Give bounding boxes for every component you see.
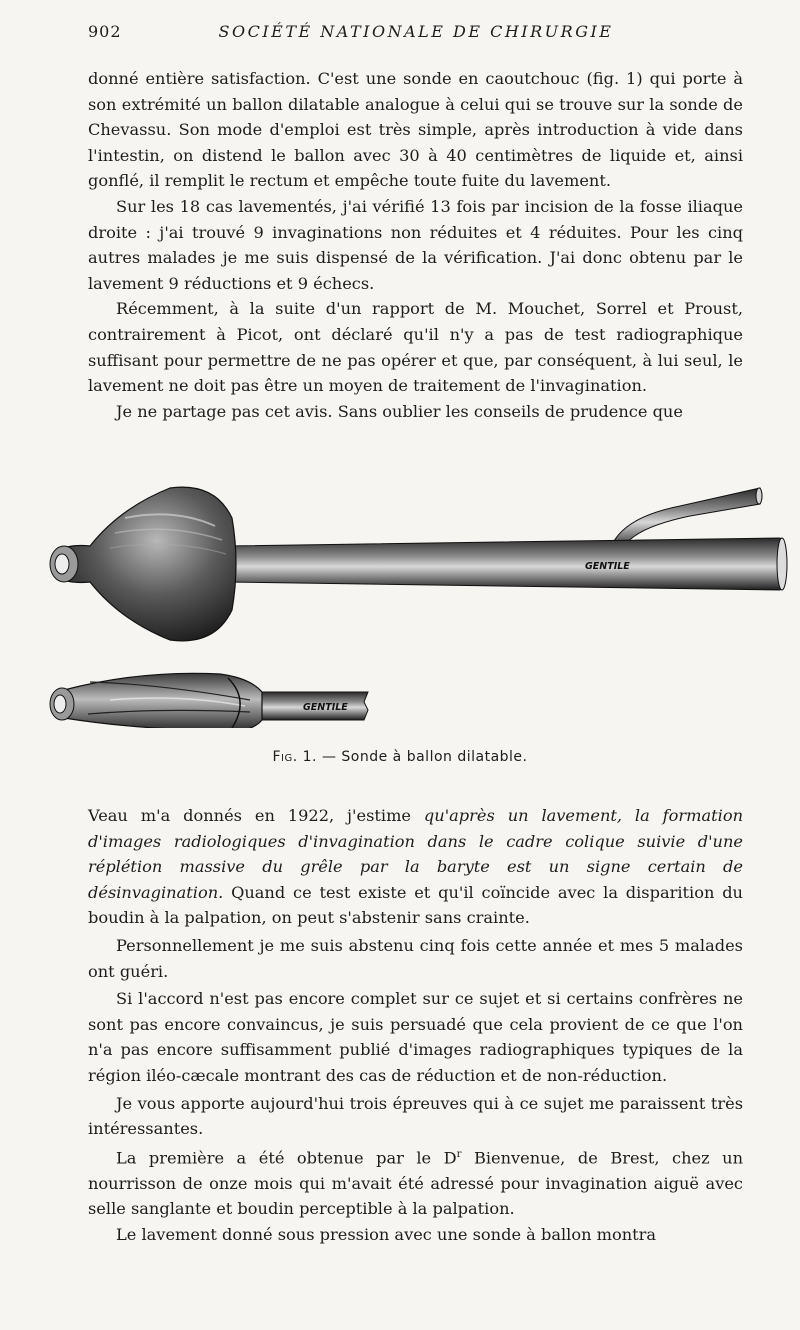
text-run: Bienvenue, de Brest, chez un nourrisson de onze mois qui m'avait été adressé pour invagination aiguë avec selle sanglante et boudin perceptible à la palpation. bbox=[88, 1148, 744, 1219]
top-text-block bbox=[88, 66, 743, 424]
running-title: SOCIÉTÉ NATIONALE DE CHIRURGIE bbox=[218, 22, 614, 41]
running-header bbox=[88, 22, 744, 46]
text-run: Veau m'a donnés en 1922, j'estime bbox=[88, 806, 424, 825]
page-number: 902 bbox=[88, 22, 122, 41]
balloon-catheter-illustration bbox=[0, 478, 800, 728]
gentile-mark-bottom: GENTILE bbox=[303, 702, 348, 713]
bottom-text-block bbox=[88, 803, 743, 1247]
paragraph bbox=[88, 803, 743, 931]
superscript: r bbox=[456, 1148, 462, 1160]
paragraph: Le lavement donné sous pression avec une sonde à ballon montra bbox=[116, 1224, 657, 1244]
deflated-catheter bbox=[50, 673, 368, 728]
paragraph: Si l'accord n'est pas encore complet sur ce sujet et si certains confrères ne sont pas encore convaincus, je suis persuadé que cela provient de ce que l'on n'a pas encore suffisamment publié d'images radiographiques typiques de la région iléo-cæcale montrant des cas de réduction et de non-réduction. bbox=[88, 989, 743, 1085]
caption-label: Fig. 1. bbox=[272, 749, 317, 765]
text-run: La première a été obtenue par le D bbox=[116, 1148, 457, 1168]
paragraph: Je ne partage pas cet avis. Sans oublier les conseils de prudence que bbox=[116, 401, 683, 421]
paragraph: donné entière satisfaction. C'est une sonde en caoutchouc (fig. 1) qui porte à son extrémité un ballon dilatable analogue à celui qui se trouve sur la sonde de Chevassu. Son mode d'emploi est très simple, après introduction à vide dans l'intestin, on distend le ballon avec 30 à 40 centimètres de liquide et, ainsi gonflé, il remplit le rectum et empêche toute fuite du lavement. bbox=[88, 69, 743, 191]
paragraph: Sur les 18 cas lavementés, j'ai vérifié 13 fois par incision de la fosse iliaque droite : j'ai trouvé 9 invaginations non réduites et 4 réduites. Pour les cinq autres malades je me suis dispensé de la vérification. J'ai donc obtenu par le lavement 9 réductions et 9 échecs. bbox=[88, 196, 743, 293]
paragraph: Je vous apporte aujourd'hui trois épreuves qui à ce sujet me paraissent très intéressantes. bbox=[88, 1093, 743, 1139]
paragraph bbox=[88, 1142, 743, 1222]
figure-caption bbox=[0, 749, 800, 765]
gentile-mark-top: GENTILE bbox=[585, 561, 630, 572]
paragraph: Personnellement je me suis abstenu cinq fois cette année et mes 5 malades ont guéri. bbox=[88, 935, 743, 981]
text-run: Quand ce test existe et qu'il coïncide avec la disparition du boudin à la palpation, on peut s'abstenir sans crainte. bbox=[88, 882, 743, 928]
caption-text: Sonde à ballon dilatable. bbox=[341, 749, 528, 765]
caption-dash: — bbox=[317, 749, 342, 765]
italic-statement: qu'après un lavement, la formation d'images radiologiques d'invagination dans le cadre colique suivie d'une réplétion massive du grêle par la baryte est un signe certain de désinvagination. bbox=[88, 806, 743, 902]
inflated-catheter bbox=[50, 487, 787, 641]
paragraph: Récemment, à la suite d'un rapport de M. Mouchet, Sorrel et Proust, contrairement à Picot, ont déclaré qu'il n'y a pas de test radiographique suffisant pour permettre de ne pas opérer et que, par conséquent, à lui seul, le lavement ne doit pas être un moyen de traitement de l'invagination. bbox=[88, 299, 743, 396]
